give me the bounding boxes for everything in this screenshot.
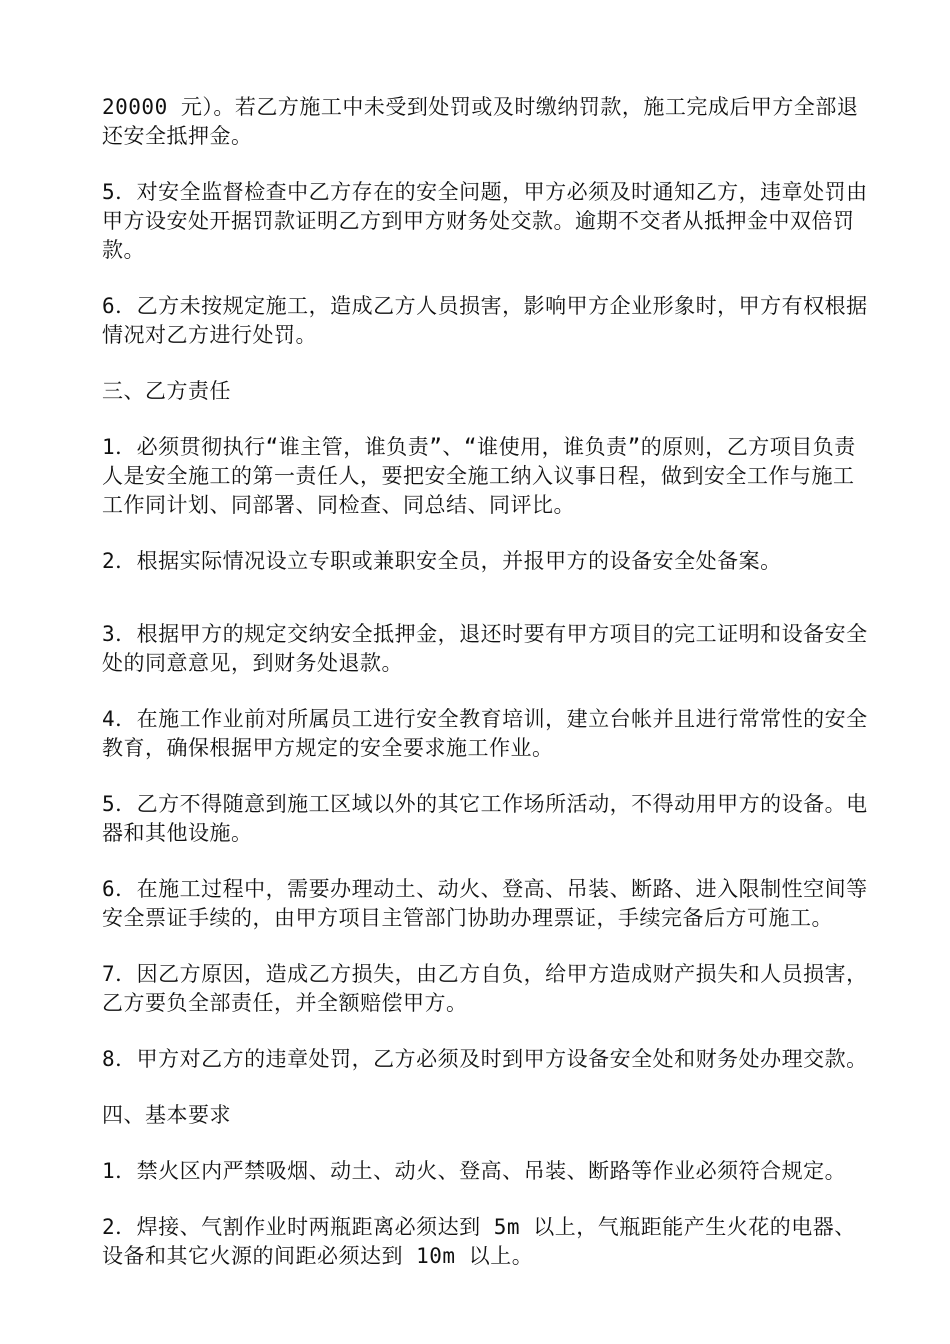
section-heading-basic-requirements: 四、基本要求 — [102, 1103, 231, 1127]
paragraph-duty-5: 5．乙方不得随意到施工区域以外的其它工作场所活动，不得动用甲方的设备。电器和其他设施。 — [102, 792, 868, 845]
paragraph-continuation: 20000 元）。若乙方施工中未受到处罚或及时缴纳罚款，施工完成后甲方全部退还安全抵押金。 — [102, 95, 859, 148]
paragraph-duty-1: 1．必须贯彻执行“谁主管，谁负责”、“谁使用，谁负责”的原则，乙方项目负责人是安全施工的第一责任人，要把安全施工纳入议事日程，做到安全工作与施工工作同计划、同部署、同检查、同总结、同评比。 — [102, 435, 856, 517]
paragraph-requirement-2: 2．焊接、气割作业时两瓶距离必须达到 5m 以上，气瓶距能产生火花的电器、设备和其它火源的间距必须达到 10m 以上。 — [102, 1215, 856, 1268]
paragraph-duty-3: 3．根据甲方的规定交纳安全抵押金，退还时要有甲方项目的完工证明和设备安全处的同意意见，到财务处退款。 — [102, 622, 868, 675]
paragraph-penalty-notice: 5．对安全监督检查中乙方存在的安全问题，甲方必须及时通知乙方，违章处罚由甲方设安处开据罚款证明乙方到甲方财务处交款。逾期不交者从抵押金中双倍罚款。 — [102, 180, 868, 262]
section-heading-party-b-duties: 三、乙方责任 — [102, 379, 231, 403]
document-body — [102, 93, 872, 1298]
paragraph-duty-6: 6．在施工过程中，需要办理动土、动火、登高、吊装、断路、进入限制性空间等安全票证手续的，由甲方项目主管部门协助办理票证，手续完备后方可施工。 — [102, 877, 868, 930]
paragraph-duty-7: 7．因乙方原因，造成乙方损失，由乙方自负，给甲方造成财产损失和人员损害，乙方要负全部责任，并全额赔偿甲方。 — [102, 962, 868, 1015]
paragraph-duty-2: 2．根据实际情况设立专职或兼职安全员，并报甲方的设备安全处备案。 — [102, 549, 782, 573]
paragraph-duty-4: 4．在施工作业前对所属员工进行安全教育培训，建立台帐并且进行常常性的安全教育，确保根据甲方规定的安全要求施工作业。 — [102, 707, 868, 760]
paragraph-penalty-rights: 6．乙方未按规定施工，造成乙方人员损害，影响甲方企业形象时，甲方有权根据情况对乙方进行处罚。 — [102, 294, 868, 347]
paragraph-requirement-1: 1．禁火区内严禁吸烟、动土、动火、登高、吊装、断路等作业必须符合规定。 — [102, 1159, 847, 1183]
paragraph-duty-8: 8．甲方对乙方的违章处罚，乙方必须及时到甲方设备安全处和财务处办理交款。 — [102, 1047, 868, 1071]
